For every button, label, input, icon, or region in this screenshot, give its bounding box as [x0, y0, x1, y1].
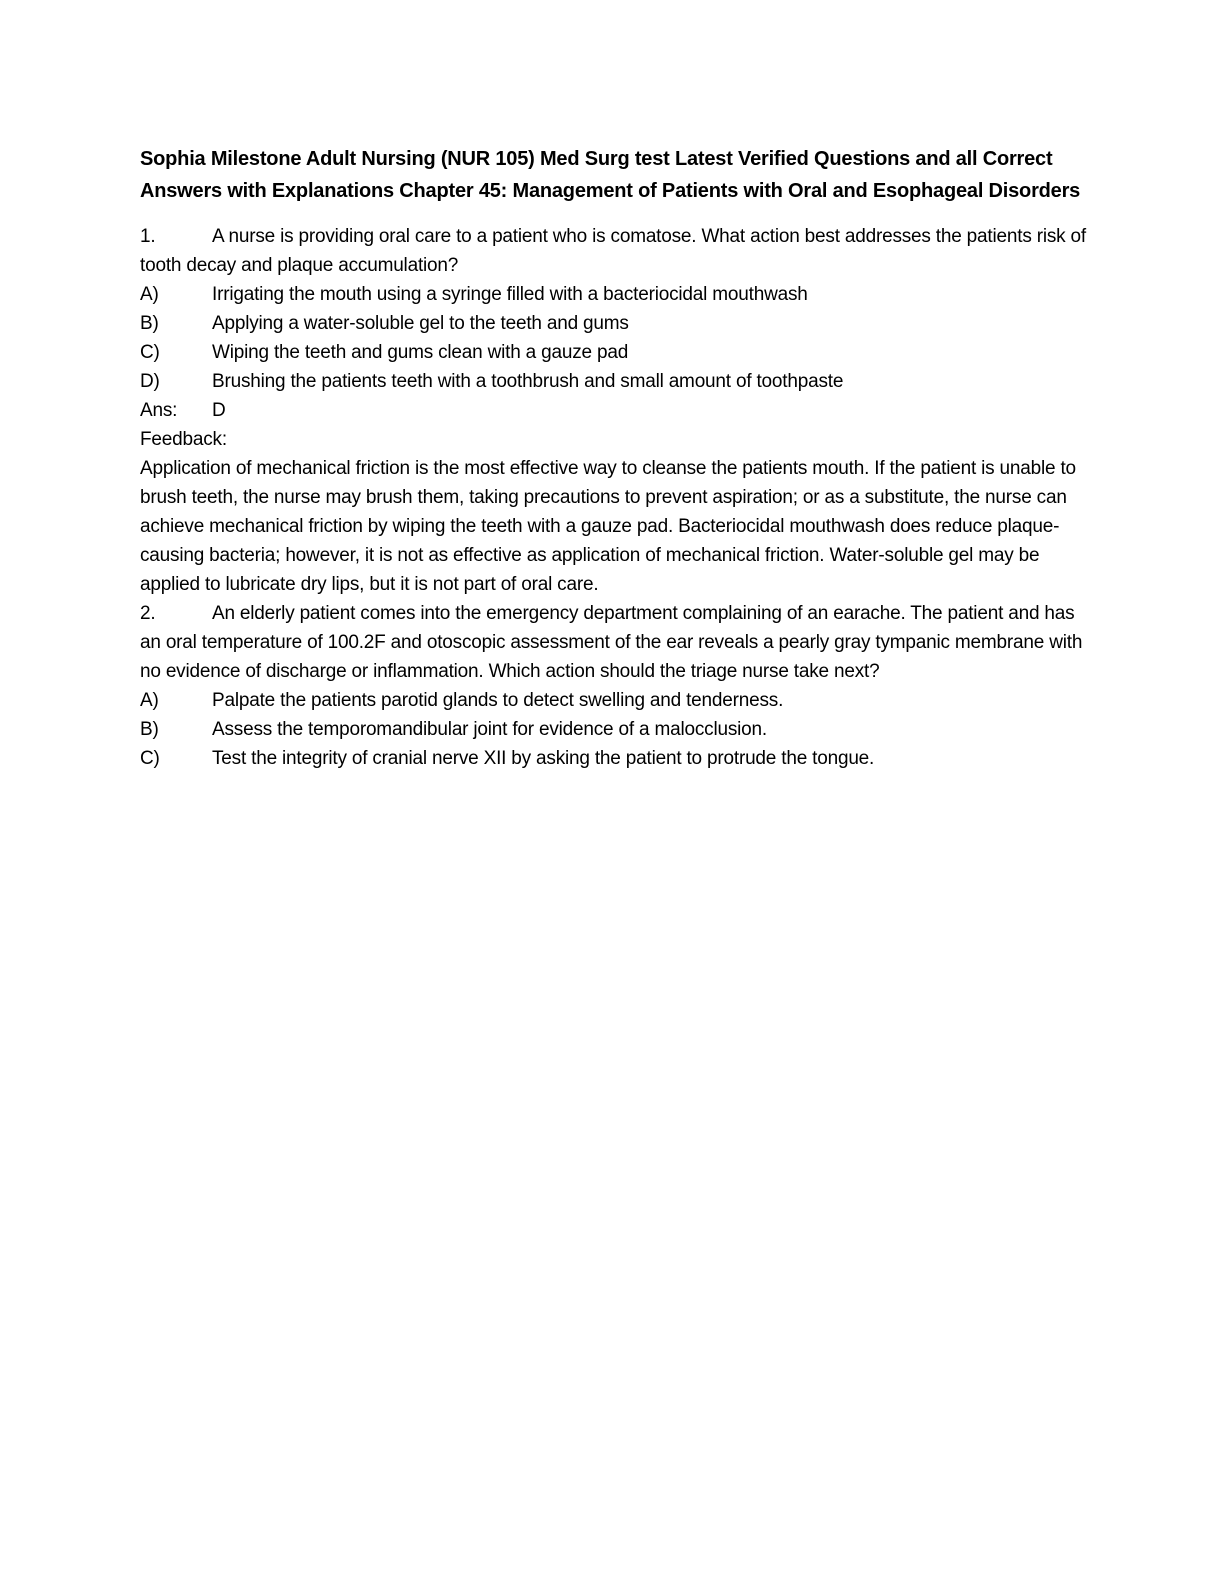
answer-value: D [212, 400, 226, 421]
question-2-option-c [140, 744, 1090, 773]
option-c-label: C) [140, 342, 160, 363]
question-2-option-a [140, 686, 1090, 715]
feedback-text: Application of mechanical friction is the most effective way to cleanse the patients mouth. If the patient is unable to brush teeth, the nurse may brush them, taking precautions to prevent aspiration; or as a substitute, the nurse can achieve mechanical friction by wiping the teeth with a gauze pad. Bacteriocidal mouthwash does reduce plaque-causing bacteria; however, it is not as effective as application of mechanical friction. Water-soluble gel may be applied to lubricate dry lips, but it is not part of oral care. [140, 458, 1076, 595]
option-d-text: Brushing the patients teeth with a toothbrush and small amount of toothpaste [212, 371, 844, 392]
option-a-text: Palpate the patients parotid glands to detect swelling and tenderness. [212, 690, 784, 711]
option-c-text: Wiping the teeth and gums clean with a gauze pad [212, 342, 629, 363]
question-1-option-a [140, 280, 1090, 309]
option-c-label: C) [140, 748, 160, 769]
question-1-text: A nurse is providing oral care to a patient who is comatose. What action best addresses the patients risk of tooth decay and plaque accumulation? [140, 226, 1086, 276]
option-b-text: Applying a water-soluble gel to the teeth and gums [212, 313, 629, 334]
question-2 [140, 599, 1090, 686]
answer-row [140, 396, 1090, 425]
question-2-number: 2. [140, 603, 156, 624]
question-1-number: 1. [140, 226, 156, 247]
option-a-label: A) [140, 690, 159, 711]
answer-label: Ans: [140, 400, 178, 421]
question-2-option-b [140, 715, 1090, 744]
question-1 [140, 222, 1090, 280]
option-b-label: B) [140, 313, 159, 334]
page-title: Sophia Milestone Adult Nursing (NUR 105) Med Surg test Latest Verified Questions and all Correct Answers with Explanations Chapter 45: Management of Patients with Oral and Esophageal Disorders [140, 148, 1081, 202]
question-1-option-d [140, 367, 1090, 396]
question-1-option-b [140, 309, 1090, 338]
option-c-text: Test the integrity of cranial nerve XII by asking the patient to protrude the tongue. [212, 748, 875, 769]
option-d-label: D) [140, 371, 160, 392]
option-a-text: Irrigating the mouth using a syringe filled with a bacteriocidal mouthwash [212, 284, 808, 305]
feedback-label: Feedback: [140, 429, 227, 450]
question-1-option-c [140, 338, 1090, 367]
option-b-text: Assess the temporomandibular joint for evidence of a malocclusion. [212, 719, 767, 740]
question-2-text: An elderly patient comes into the emergency department complaining of an earache. The patient and has an oral temperature of 100.2F and otoscopic assessment of the ear reveals a pearly gray tympanic membrane with no evidence of discharge or inflammation. Which action should the triage nurse take next? [140, 603, 1083, 682]
option-a-label: A) [140, 284, 159, 305]
option-b-label: B) [140, 719, 159, 740]
